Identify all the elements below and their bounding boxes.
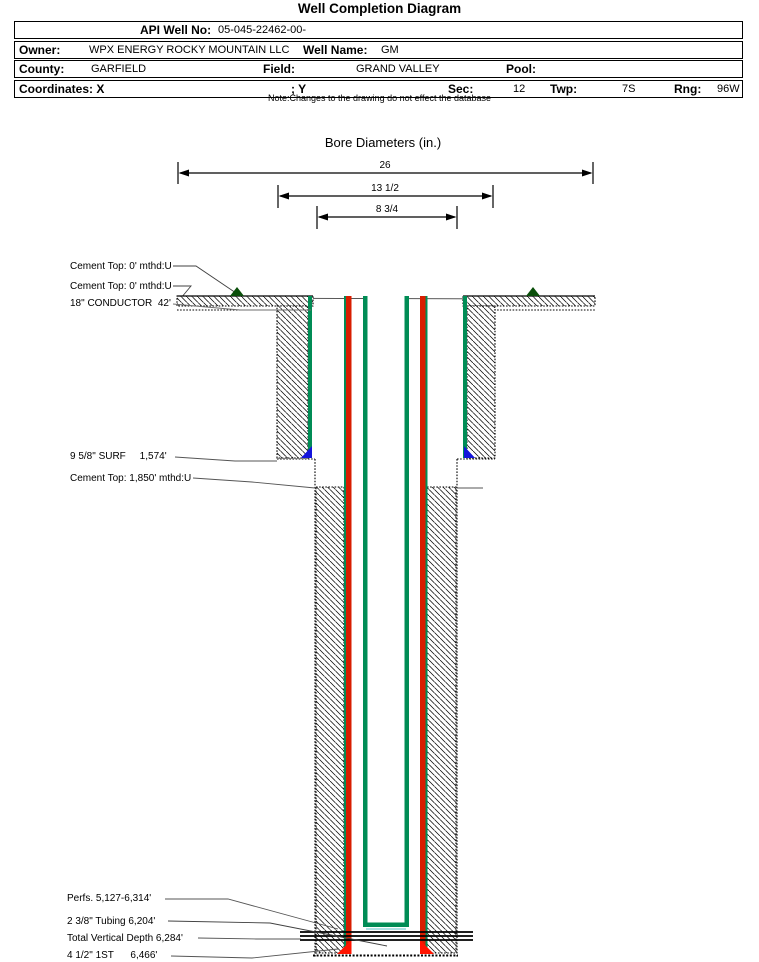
arrowhead-right-icon: [582, 170, 593, 177]
tvd-leader: [198, 938, 301, 939]
rng-value: 96W: [717, 82, 740, 95]
production-casing-wall-left: [346, 296, 352, 953]
bore-diameters-group: [178, 135, 593, 229]
database-note: Note:Changes to the drawing do not effect the database: [268, 93, 491, 103]
production-casing-wall-right: [420, 296, 426, 953]
sec-label: Sec:: [448, 81, 474, 96]
production-casing-green-edge-right: [426, 296, 428, 953]
cement-top-1-leader: [173, 266, 236, 293]
surface-cement-left: [277, 306, 308, 458]
tubing-label: 2 3/8" Tubing 6,204': [67, 916, 156, 927]
tubing-wall-right: [405, 296, 410, 927]
coordinates-y-label: ; Y: [291, 81, 307, 96]
production-casing-label: 4 1/2" 1ST 6,466': [67, 950, 158, 961]
api-value: 05-045-22462-00-: [218, 24, 307, 36]
production-casing-leader: [171, 949, 338, 958]
tvd-label: Total Vertical Depth 6,284': [67, 933, 183, 944]
bore-diameters-title: Bore Diameters (in.): [324, 135, 442, 150]
surface-casing-wall-left: [308, 296, 312, 458]
cement-top-marker-left-icon: [230, 287, 244, 296]
owner-value: WPX ENERGY ROCKY MOUNTAIN LLC: [89, 43, 290, 56]
cement-top-1850-leader: [193, 478, 315, 488]
county-label: County:: [19, 62, 65, 77]
surface-casing-label: 9 5/8" SURF 1,574': [70, 451, 167, 462]
surface-casing-wall-right: [463, 296, 467, 458]
sec-value: 12: [513, 82, 526, 95]
conductor-label: 18" CONDUCTOR 42': [70, 298, 171, 309]
cement-top-marker-right-icon: [526, 287, 540, 296]
tubing-leader: [168, 921, 387, 946]
well-name-value: GM: [381, 43, 399, 56]
production-cement-left: [316, 487, 344, 953]
production-casing-green-edge-left: [344, 296, 346, 953]
tubing-bottom: [363, 923, 409, 928]
twp-value: 7S: [622, 82, 636, 95]
annotation-labels: [67, 261, 191, 961]
arrowhead-left-icon: [318, 214, 329, 221]
owner-label: Owner:: [19, 42, 61, 57]
coordinates-label: Coordinates: X: [19, 81, 105, 96]
arrowhead-right-icon: [482, 193, 493, 200]
perfs-label: Perfs. 5,127-6,314': [67, 893, 152, 904]
cement-top-1850-label: Cement Top: 1,850' mthd:U: [70, 473, 192, 484]
pool-label: Pool:: [506, 62, 536, 77]
rng-label: Rng:: [674, 81, 702, 96]
twp-label: Twp:: [550, 81, 578, 96]
page-title: Well Completion Diagram: [297, 1, 462, 16]
cement-top-2-label: Cement Top: 0' mthd:U: [70, 281, 172, 292]
tubing-interior: [363, 296, 409, 927]
dim-label-26: 26: [379, 160, 391, 171]
field-value: GRAND VALLEY: [356, 63, 440, 76]
api-label: API Well No:: [140, 23, 212, 37]
surface-cement-right: [467, 306, 495, 458]
field-label: Field:: [263, 62, 295, 77]
conductor-bar-left: [177, 296, 313, 306]
well-name-label: Well Name:: [303, 42, 368, 57]
conductor-bar-right: [463, 296, 595, 306]
dim-label-8-3-4: 8 3/4: [375, 204, 399, 215]
production-cement-right: [427, 487, 456, 953]
county-value: GARFIELD: [91, 63, 147, 76]
surface-casing-leader: [175, 457, 277, 461]
under-leaders: [173, 266, 533, 299]
perfs-leader: [165, 899, 338, 929]
arrowhead-right-icon: [446, 214, 457, 221]
cement-top-1-label: Cement Top: 0' mthd:U: [70, 261, 172, 272]
tubing-wall-left: [363, 296, 368, 927]
dim-label-13-1-2: 13 1/2: [371, 183, 399, 194]
arrowhead-left-icon: [179, 170, 190, 177]
arrowhead-left-icon: [279, 193, 290, 200]
